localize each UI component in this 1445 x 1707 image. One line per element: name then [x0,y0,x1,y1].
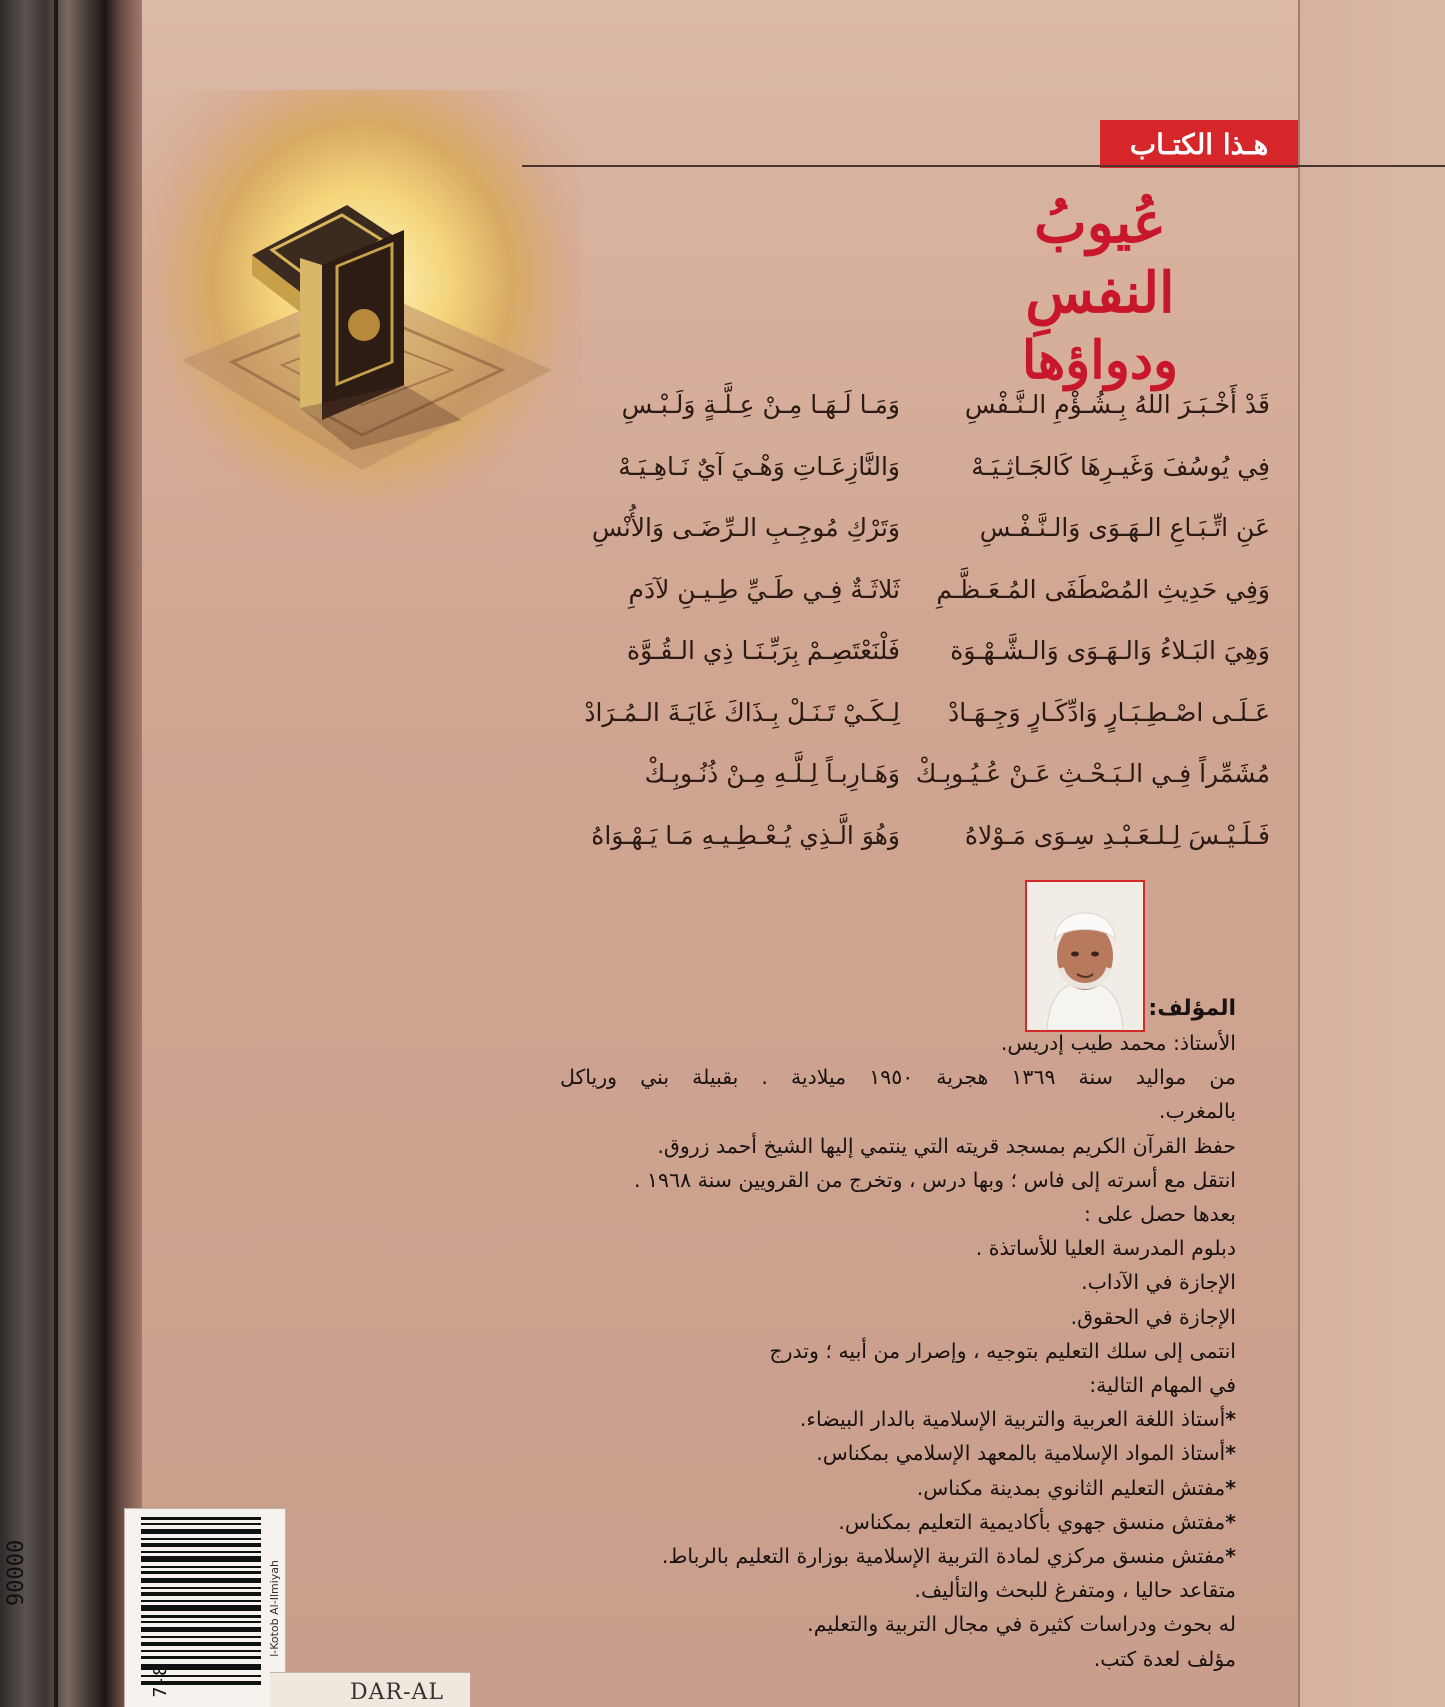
verse-second-half: لِـكَـيْ تَـنَـلْ بِـذَاكَ غَايَـةَ الـمُـرَادْ [584,697,900,727]
book-title [950,188,1250,394]
bio-line: دبلوم المدرسة العليا للأساتذة . [975,1236,1236,1261]
cover-fold-edge [1298,0,1445,1707]
bio-list-item: * أستاذ اللغة العربية والتربية الإسلامية بالدار البيضاء. [560,1402,1236,1436]
verse-second-half: وَالنَّازِعَـاتِ وَهْـيَ آيٌ نَـاهِـيَـهْ [618,451,900,481]
barcode-sticker [124,1508,286,1707]
verse-first-half: عَـلَـى اصْـطِـبَـارٍ وَادِّكَـارٍ وَجِـهَـادْ [948,697,1270,727]
bio-list-item: * أستاذ المواد الإسلامية بالمعهد الإسلامي بمكناس. [560,1436,1236,1470]
quran-books-image [142,90,582,520]
verse-second-half: وَتَرْكِ مُوجِـبِ الـرِّضَـى وَالأُنْسِ [591,513,900,543]
poem-verse [600,374,1270,436]
poem-verse [584,682,1270,744]
verse-first-half: فَـلَـيْـسَ لِـلـعَـبْـدِ سِـوَى مَـوْلاهُ [964,820,1270,850]
author-bio [560,992,1236,1676]
poem-verse [600,559,1270,621]
barcode-digits: 90000 [4,1540,29,1607]
verse-first-half: قَدْ أَخْـبَـرَ اللهُ بِـشُـؤْمِ الـنَّـفْسِ [964,390,1270,420]
poem-verse [600,743,1270,805]
verse-first-half: وَفِي حَدِيثِ المُصْطَفَى المُـعَـظَّـمِ [936,574,1270,604]
title-line-2: ودواؤها [1021,330,1179,391]
verse-second-half: فَلْنَعْتَصِـمْ بِرَبِّـنَـا ذِي الـقُـوَّة [627,636,900,666]
verse-first-half: وَهِيَ البَـلاءُ وَالـهَـوَى وَالـشَّـهْـوَة [950,636,1270,666]
poem [584,374,1270,866]
bio-line: الإجازة في الحقوق. [1070,1304,1236,1329]
poem-verse [600,436,1270,498]
isbn-fragment: 7-8 [150,1665,171,1698]
bio-line: بالمغرب. [1158,1099,1236,1124]
barcode-icon [125,1509,285,1707]
bio-list-item: * مفتش التعليم الثانوي بمدينة مكناس. [560,1471,1236,1505]
bio-line: الإجازة في الآداب. [1081,1270,1236,1295]
bio-line: له بحوث ودراسات كثيرة في مجال التربية والتعليم. [807,1612,1236,1637]
bio-line: مؤلف لعدة كتب. [1093,1646,1236,1671]
bio-line: حفظ القرآن الكريم بمسجد قريته التي ينتمي إليها الشيخ أحمد زروق. [657,1133,1236,1158]
verse-first-half: عَنِ اتِّـبَـاعِ الـهَـوَى وَالـنَّـفْـسِ [979,513,1270,543]
spine-edge-line [54,0,58,1707]
bio-line: متقاعد حاليا ، ومتفرغ للبحث والتأليف. [914,1578,1236,1603]
bio-line: من مواليد سنة ١٣٦٩ هجرية ١٩٥٠ ميلادية . بقبيلة بني ورياكل [560,1065,1237,1090]
publisher-side-text: l-Kotob Al-Ilmiyah [268,1560,281,1657]
bio-line: انتمى إلى سلك التعليم بتوجيه ، وإصرار من أبيه ؛ وتدرج [769,1338,1236,1363]
bio-line: الأستاذ: محمد طيب إدريس. [1000,1031,1236,1055]
book-spine [0,0,142,1707]
publisher-imprint: DAR-AL [350,1680,445,1705]
bio-line: انتقل مع أسرته إلى فاس ؛ وبها درس ، وتخرج من القرويين سنة ١٩٦٨ . [634,1167,1236,1192]
verse-second-half: ثَلاثَـةٌ فِـي طَـيِّ طِـيـنِ لآدَمِ [628,574,900,604]
bio-line: في المهام التالية: [1089,1373,1236,1398]
verse-first-half: فِي يُوسُفَ وَغَيـرِهَا كَالجَـاثِـيَـهْ [971,451,1270,481]
verse-first-half: مُشَمِّراً فِـي الـبَـحْـثِ عَـنْ عُـيُـوبِـكْ [915,759,1270,789]
bio-list-item: * مفتش منسق جهوي بأكاديمية التعليم بمكناس. [560,1505,1236,1539]
verse-second-half: وَهَـارِبـاً لِـلَّـهِ مِـنْ ذُنُـوبِـكْ [644,759,900,789]
section-tag: هـذا الكتـاب [1100,120,1298,168]
books-illustration [142,90,582,520]
title-line-1: عُيوبُ النفسِ [1025,190,1175,326]
poem-verse [600,620,1270,682]
poem-verse [591,805,1270,867]
bio-line: بعدها حصل على : [1084,1202,1236,1227]
author-heading: المؤلف: [1148,996,1236,1021]
header-rule [522,165,1445,167]
verse-second-half: وَهُوَ الَّـذِي يُـعْـطِـيـهِ مَـا يَـهْـوَاهُ [591,820,900,850]
bio-list-item: * مفتش منسق مركزي لمادة التربية الإسلامية بوزارة التعليم بالرباط. [560,1539,1236,1573]
verse-second-half: وَمَـا لَـهَـا مِـنْ عِـلَّـةٍ وَلَـبْـسِ [621,390,900,420]
poem-verse [591,497,1270,559]
